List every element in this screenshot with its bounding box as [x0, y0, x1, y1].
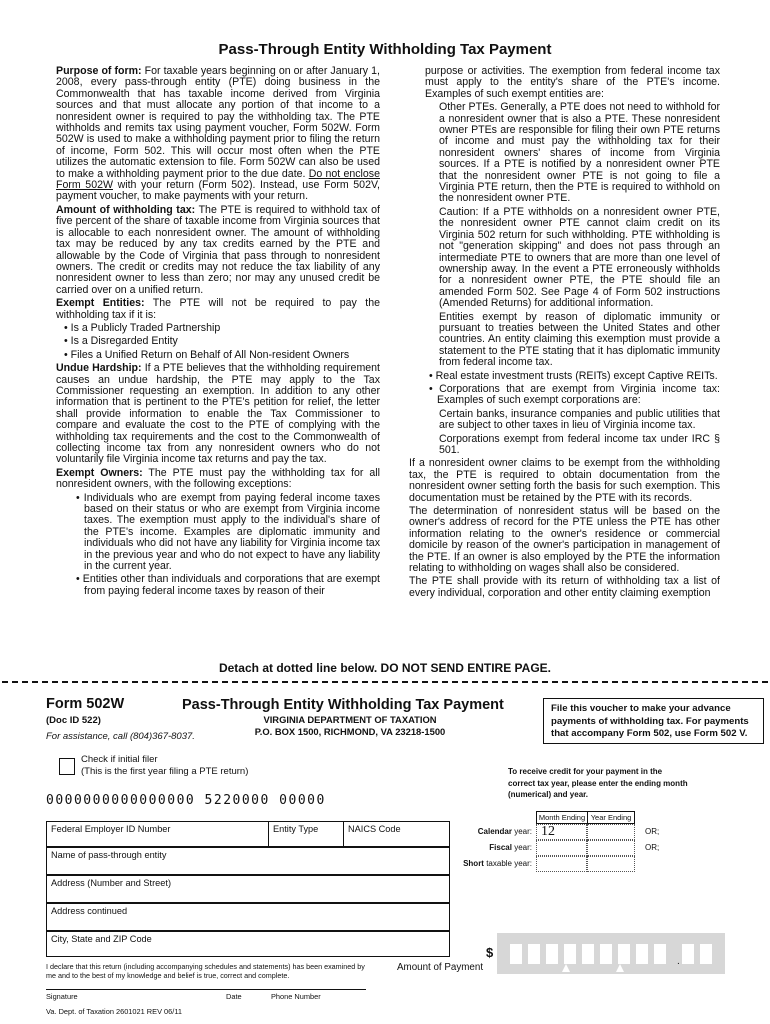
entity-name-label: Name of pass-through entity [51, 850, 167, 860]
purpose-text: For taxable years beginning on or after January 1, 2008, every pass-through entity (PTE) doing business in the Commonwealth that has taxable income derived from Virginia sources and that must allocate any portion of that income to a nonresident owner is required to pay the withholding tax. The PTE withholds and remits tax using payment voucher, Form 502W. Form 502W is used to make a withholding payment prior to filing the return of income, Form 502. This will occur most often when the PTE utilizes the automatic extension to file. Form 502W can also be used to make a withholding payment prior to the due date. [56, 65, 381, 180]
detach-dashed-line [2, 681, 768, 683]
exempt-owners-label: Exempt Owners: [56, 466, 143, 479]
department-po-box: P.O. BOX 1500, RICHMOND, VA 23218-1500 [254, 726, 446, 737]
entity-name-field[interactable] [46, 847, 450, 875]
initial-filer-text [81, 754, 248, 778]
initial-filer-checkbox[interactable] [59, 758, 75, 775]
amount-paragraph [56, 205, 380, 296]
calendar-year-label [440, 827, 532, 836]
detach-instruction: Detach at dotted line below. DO NOT SEND ENTIRE PAGE. [218, 661, 552, 675]
initial-filer-label: Check if initial filer [81, 754, 158, 765]
corporations-bullet: • Corporations that are exempt from Virginia income tax: Examples of such exempt corporations are: [429, 382, 720, 407]
year-ending-header: Year Ending [587, 811, 635, 824]
amount-of-payment-label: Amount of Payment [397, 962, 484, 973]
form-footer: Va. Dept. of Taxation 2601021 REV 06/11 [46, 1007, 182, 1016]
short-year-input[interactable] [587, 856, 635, 872]
thousands-separator-marker [562, 964, 570, 972]
calendar-month-input[interactable]: 12 [536, 824, 587, 840]
exempt-owners-bullet-entities: • Entities other than individuals and corporations that are exempt from paying federal income taxes by reason of their [76, 573, 380, 597]
amount-digit-cell[interactable] [546, 944, 558, 964]
purpose-tail: with your return (Form 502). Instead, use Form 502V, payment voucher, to make payments with your return. [56, 179, 380, 203]
entity-type-field[interactable] [268, 821, 344, 847]
decimal-point: . [677, 956, 680, 967]
address-continued-field[interactable] [46, 903, 450, 931]
amount-label: Amount of withholding tax: [56, 203, 196, 216]
assistance-phone: For assistance, call (804)367-8037. [46, 731, 195, 742]
amount-cents-cell[interactable] [682, 944, 694, 964]
exempt-entities-paragraph [56, 298, 380, 321]
short-month-input[interactable] [536, 856, 587, 872]
naics-field[interactable] [343, 821, 450, 847]
continued-paragraph: purpose or activities. The exemption from federal income tax must apply to the entity's share of the PTE's income. Examples of such exempt entities are: [425, 65, 720, 100]
exempt-entity-item: • Files a Unified Return on Behalf of All Non-resident Owners [64, 348, 350, 361]
amount-text: The PTE is required to withhold tax of five percent of the share of taxable income from Virginia sources that is allocable to each nonresident owner. The amount of withholding tax may be reduced by any tax credits earned by the PTE and allowable by the Code of Virginia that pass through to nonresident owners. The credit or credits may not reduce the tax liability of any nonresident owner to less than zero; nor may any unused credit be carried over on a unified return. [56, 203, 380, 296]
fiscal-suffix: year: [511, 843, 532, 852]
exempt-owners-bullet-individuals: • Individuals who are exempt from paying federal income taxes based on their status or who are exempt from Virginia income taxes. The exemption must apply to the individual's share of the PTE's income. Examples are diplomatic immunity and individuals who did not have any liability for Virginia income tax in the previous year and who do not expect to have any liability in the current year. [76, 491, 380, 573]
short-suffix: taxable year: [483, 859, 532, 868]
fiscal-year-input[interactable] [587, 840, 635, 856]
caution-paragraph: Caution: If a PTE withholds on a nonresident owner PTE, the nonresident owner PTE cannot claim credit on its Virginia 502 return for such withholding. PTE withholding is not "generation skipping" and does not pass through an intermediate PTE to owners that are more than one level of ownership away. In the event a PTE erroneously withholds for a nonresident owner PTE, the PTE should file an amended Form 502. See Page 4 of Form 502 instructions (Amended Returns) for additional information. [439, 205, 720, 310]
fein-field[interactable] [46, 821, 269, 847]
irc-paragraph: Corporations exempt from federal income tax under IRC § 501. [439, 432, 720, 456]
provide-paragraph: The PTE shall provide with its return of withholding tax a list of every individual, corporation and other entity claiming exemption [409, 575, 720, 599]
thousands-separator-marker [616, 964, 624, 972]
amount-digit-cell[interactable] [582, 944, 594, 964]
receive-credit-note: To receive credit for your payment in the correct tax year, please enter the ending month (numerical) and year. [508, 767, 688, 799]
naics-label: NAICS Code [348, 824, 401, 834]
instructions-right-column [409, 66, 720, 601]
signature-line[interactable] [46, 989, 366, 990]
exempt-entity-item: • Is a Publicly Traded Partnership [64, 321, 221, 334]
amount-cents-cell[interactable] [700, 944, 712, 964]
instructions-left-column [56, 66, 380, 599]
amount-digit-cell[interactable] [636, 944, 648, 964]
exempt-entities-text: The PTE will not be required to pay the withholding tax if it is: [56, 297, 380, 321]
city-state-zip-label: City, State and ZIP Code [51, 934, 152, 944]
instructions-title: Pass-Through Entity Withholding Tax Payment [218, 41, 552, 58]
address-label: Address (Number and Street) [51, 878, 171, 888]
date-label: Date [226, 992, 242, 1001]
calendar-suffix: year: [511, 827, 532, 836]
voucher-title: Pass-Through Entity Withholding Tax Payment [182, 697, 504, 713]
fiscal-label: Fiscal [489, 843, 512, 852]
month-ending-header: Month Ending [536, 811, 588, 824]
amount-digit-cell[interactable] [654, 944, 666, 964]
department-name: VIRGINIA DEPARTMENT OF TAXATION [263, 714, 437, 725]
reits-bullet: • Real estate investment trusts (REITs) except Captive REITs. [429, 369, 718, 382]
exempt-entity-item: • Is a Disregarded Entity [64, 335, 178, 348]
doc-id: (Doc ID 522) [46, 715, 101, 726]
dollar-sign: $ [486, 945, 494, 960]
calendar-label: Calendar [477, 827, 512, 836]
documentation-paragraph: If a nonresident owner claims to be exempt from the withholding tax, the PTE is required to obtain documentation from the nonresident owner setting forth the basis for such exemption. This documentation must be retained by the PTE with its records. [409, 457, 720, 504]
initial-filer-sublabel: (This is the first year filing a PTE return) [81, 766, 249, 777]
amount-digit-cell[interactable] [618, 944, 630, 964]
determination-paragraph: The determination of nonresident status will be based on the owner's address of record for the PTE unless the PTE has other information relating to the owner's residence or commercial domicile by reason of the owner's participation in management of the PTE. If an owner is also employed by the PTE the information relating to withholding on wages shall also be considered. [409, 505, 720, 575]
department-address [220, 714, 480, 738]
banks-paragraph: Certain banks, insurance companies and public utilities that are subject to other taxes in lieu of Virginia income tax. [439, 407, 720, 432]
declaration-text: I declare that this return (including accompanying schedules and statements) has been examined by me and to the best of my knowledge and belief is true, correct and complete. [46, 962, 365, 980]
fiscal-month-input[interactable] [536, 840, 587, 856]
fein-label: Federal Employer ID Number [51, 824, 171, 834]
address-continued-label: Address continued [51, 906, 128, 916]
amount-digit-cell[interactable] [564, 944, 576, 964]
fiscal-year-label [440, 843, 532, 852]
exempt-owners-paragraph [56, 468, 380, 491]
purpose-label: Purpose of form: [56, 65, 142, 77]
exempt-entities-label: Exempt Entities: [56, 297, 145, 310]
address-field[interactable] [46, 875, 450, 903]
scanline: 0000000000000000 5220000 00000 [46, 793, 326, 808]
voucher-info-box: File this voucher to make your advance payments of withholding tax. For payments that accompany Form 502, use Form 502 V. [543, 698, 764, 744]
signature-label: Signature [46, 992, 78, 1001]
calendar-year-input[interactable] [587, 824, 635, 840]
purpose-underline: Do not enclose Form 502W [56, 167, 380, 192]
short-label: Short [463, 859, 484, 868]
hardship-label: Undue Hardship: [56, 362, 142, 375]
city-state-zip-field[interactable] [46, 931, 450, 957]
hardship-paragraph [56, 363, 380, 466]
or-label-2: OR; [645, 843, 660, 852]
amount-digit-cell[interactable] [600, 944, 612, 964]
amount-digit-cell[interactable] [510, 944, 522, 964]
amount-digit-cell[interactable] [528, 944, 540, 964]
or-label-1: OR; [645, 827, 660, 836]
short-year-label [420, 859, 532, 868]
other-ptes-paragraph: Other PTEs. Generally, a PTE does not need to withhold for a nonresident owner that is also a PTE. These nonresident owner PTEs are responsible for filing their own PTE returns of income and must pay the withholding tax for their nonresident owners' shares of income from Virginia sources. If a PTE is notified by a nonresident owner PTE that the nonresident owner PTE is not going to file a Virginia PTE return, then the PTE is required to withhold on the nonresident owner PTE. [439, 101, 720, 205]
form-id: Form 502W [46, 696, 125, 712]
entity-type-label: Entity Type [273, 824, 319, 834]
diplomatic-paragraph: Entities exempt by reason of diplomatic immunity or pursuant to treaties between the United States and other countries. An entity claiming this exemption must provide a statement to the PTE stating that it has diplomatic immunity from federal income tax. [439, 310, 720, 369]
exempt-owners-text: The PTE must pay the withholding tax for all nonresident owners, with the following exceptions: [56, 466, 380, 491]
phone-label: Phone Number [271, 992, 321, 1001]
hardship-text: If a PTE believes that the withholding requirement causes an undue hardship, the PTE may apply to the Tax Commissioner requesting an exemption. In addition to any other information that is pertinent to the PTE's petition for relief, the letter shall provide information to enable the Tax Commissioner to compare and evaluate the cost to the PTE of complying with the withholding tax requirements and the cost to the Commonwealth of collecting income tax from any nonresident owners who do not voluntarily file Virginia income tax returns and pay the tax. [56, 362, 380, 466]
purpose-paragraph [56, 66, 380, 203]
